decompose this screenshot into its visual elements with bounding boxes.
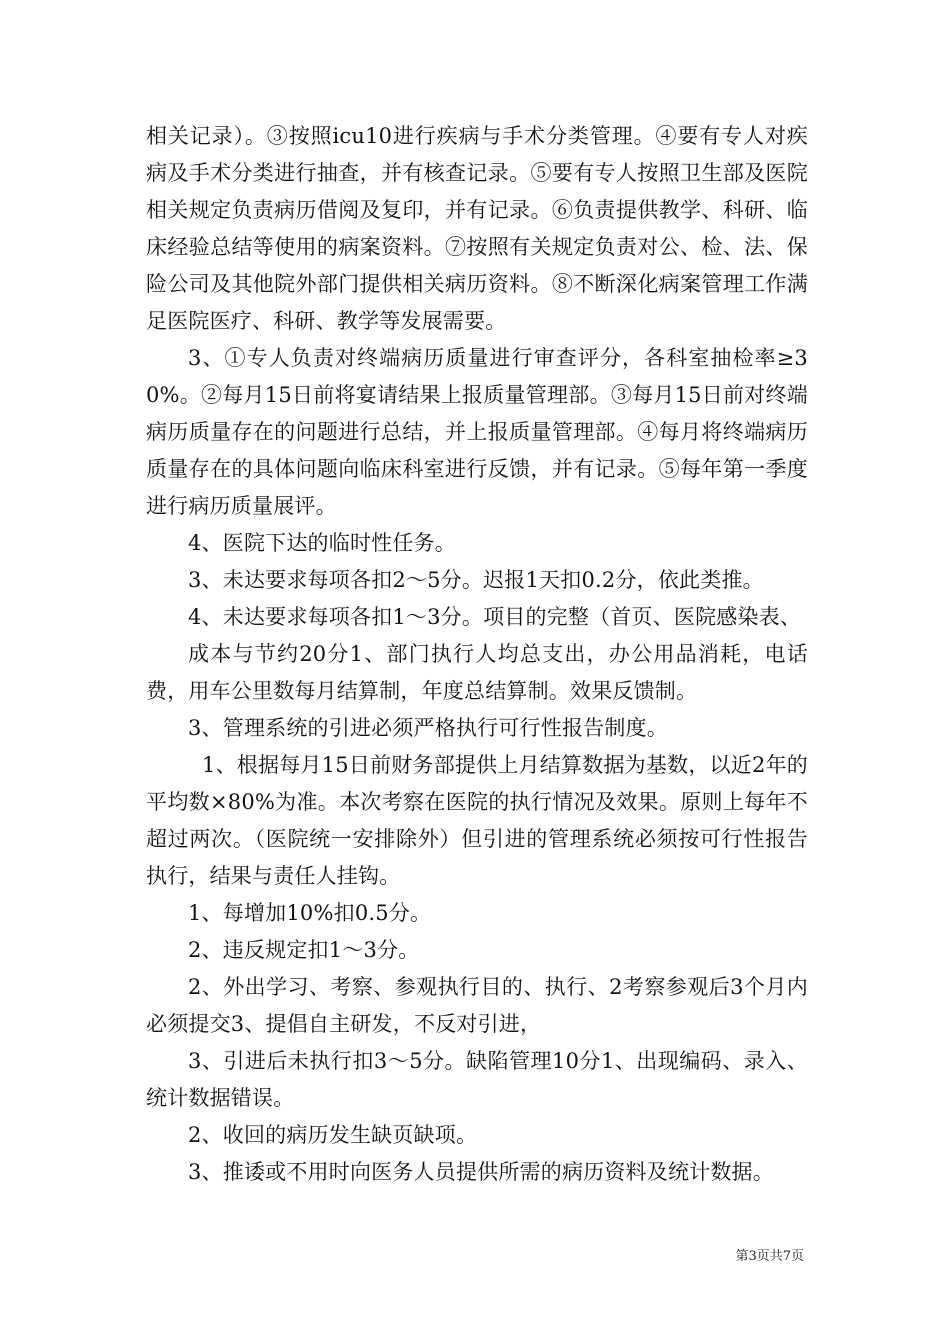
paragraph-7: 3、管理系统的引进必须严格执行可行性报告制度。 <box>188 716 668 740</box>
paragraph-12: 3、引进后未执行扣3～5分。缺陷管理10分1、出现编码、录入、统计数据错误。 <box>146 1049 808 1110</box>
paragraph-14: 3、推诿或不用时向医务人员提供所需的病历资料及统计数据。 <box>188 1160 774 1184</box>
paragraph-5: 4、未达要求每项各扣1～3分。项目的完整（首页、医院感染表、 <box>188 605 802 629</box>
document-body <box>146 118 808 1191</box>
paragraph-3: 4、医院下达的临时性任务。 <box>188 531 456 555</box>
paragraph-10: 2、违反规定扣1～3分。 <box>188 938 420 962</box>
paragraph-1: 相关记录）。③按照icu10进行疾病与手术分类管理。④要有专人对疾病及手术分类进行抽查，并有核查记录。⑤要有专人按照卫生部及医院相关规定负责病历借阅及复印，并有记录。⑥负责提供教学、科研、临床经验总结等使用的病案资料。⑦按照有关规定负责对公、检、法、保险公司及其他院外部门提供相关病历资料。⑧不断深化病案管理工作满足医院医疗、科研、教学等发展需要。 <box>146 124 808 333</box>
paragraph-11: 2、外出学习、考察、参观执行目的、执行、2考察参观后3个月内必须提交3、提倡自主研发，不反对引进， <box>146 975 808 1036</box>
paragraph-4: 3、未达要求每项各扣2～5分。迟报1天扣0.2分，依此类推。 <box>188 568 764 592</box>
page-number: 第3页共7页 <box>735 1249 804 1264</box>
paragraph-9: 1、每增加10%扣0.5分。 <box>188 901 432 925</box>
paragraph-6: 成本与节约20分1、部门执行人均总支出，办公用品消耗，电话费，用车公里数每月结算制，年度总结算制。效果反馈制。 <box>146 642 808 703</box>
paragraph-8: 1、根据每月15日前财务部提供上月结算数据为基数，以近2年的平均数×80%为准。本次考察在医院的执行情况及效果。原则上每年不超过两次。（医院统一安排除外）但引进的管理系统必须按可行性报告执行，结果与责任人挂钩。 <box>146 753 808 888</box>
paragraph-13: 2、收回的病历发生缺页缺项。 <box>188 1123 478 1147</box>
paragraph-2: 3、①专人负责对终端病历质量进行审查评分，各科室抽检率≥30%。②每月15日前将宴请结果上报质量管理部。③每月15日前对终端病历质量存在的问题进行总结，并上报质量管理部。④每月将终端病历质量存在的具体问题向临床科室进行反馈，并有记录。⑤每年第一季度进行病历质量展评。 <box>146 346 808 518</box>
